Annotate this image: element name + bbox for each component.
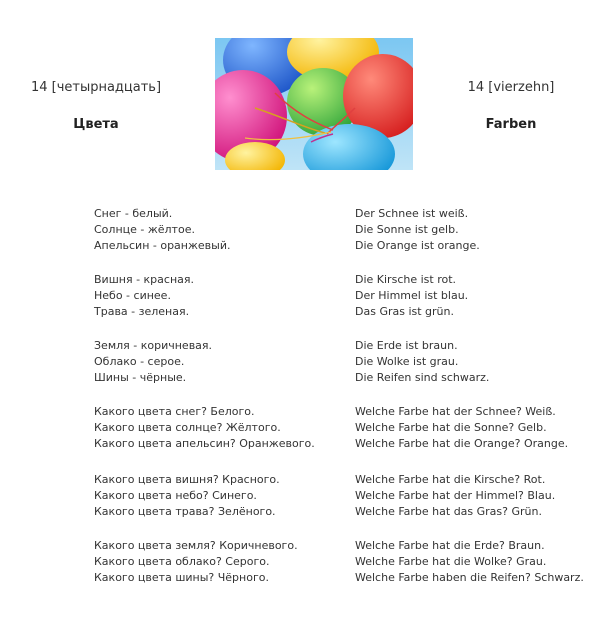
phrase-group-de-5 bbox=[355, 472, 584, 520]
phrase-group-ru-6 bbox=[94, 538, 315, 586]
phrase-de: Welche Farbe hat der Schnee? Weiß. bbox=[355, 405, 556, 418]
phrase-de: Welche Farbe hat das Gras? Grün. bbox=[355, 505, 542, 518]
phrase-de: Welche Farbe haben die Reifen? Schwarz. bbox=[355, 571, 584, 584]
phrase-ru: Какого цвета апельсин? Оранжевого. bbox=[94, 437, 315, 450]
phrase-de: Welche Farbe hat die Erde? Braun. bbox=[355, 539, 545, 552]
lesson-number-ru: 14 [четырнадцать] bbox=[30, 80, 162, 95]
phrase-ru: Трава - зеленая. bbox=[94, 305, 190, 318]
phrase-ru: Солнце - жёлтое. bbox=[94, 223, 195, 236]
phrase-group-de-2 bbox=[355, 272, 584, 320]
lesson-number-de: 14 [vierzehn] bbox=[467, 80, 555, 95]
phrase-de: Der Schnee ist weiß. bbox=[355, 207, 469, 220]
phrase-ru: Какого цвета трава? Зелёного. bbox=[94, 505, 276, 518]
phrase-de: Die Erde ist braun. bbox=[355, 339, 458, 352]
phrase-de: Die Sonne ist gelb. bbox=[355, 223, 459, 236]
phrase-ru: Шины - чёрные. bbox=[94, 371, 187, 384]
balloons-photo bbox=[215, 38, 413, 170]
phrase-group-ru-5 bbox=[94, 472, 315, 520]
phrase-de: Welche Farbe hat die Orange? Orange. bbox=[355, 437, 569, 450]
phrase-ru: Какого цвета снег? Белого. bbox=[94, 405, 255, 418]
phrase-de: Welche Farbe hat die Kirsche? Rot. bbox=[355, 473, 546, 486]
phrase-group-ru-3 bbox=[94, 338, 315, 386]
phrase-ru: Какого цвета облако? Серого. bbox=[94, 555, 270, 568]
phrase-group-de-4 bbox=[355, 404, 584, 452]
phrase-de: Welche Farbe hat der Himmel? Blau. bbox=[355, 489, 556, 502]
phrase-group-ru-2 bbox=[94, 272, 315, 320]
phrase-de: Der Himmel ist blau. bbox=[355, 289, 469, 302]
german-column bbox=[355, 206, 584, 586]
phrase-de: Welche Farbe hat die Sonne? Gelb. bbox=[355, 421, 547, 434]
phrase-group-de-1 bbox=[355, 206, 584, 254]
phrase-de: Welche Farbe hat die Wolke? Grau. bbox=[355, 555, 547, 568]
russian-column bbox=[94, 206, 315, 586]
phrase-ru: Какого цвета вишня? Красного. bbox=[94, 473, 280, 486]
balloons-icon bbox=[215, 38, 413, 170]
phrase-group-de-6 bbox=[355, 538, 584, 586]
phrase-de: Das Gras ist grün. bbox=[355, 305, 454, 318]
phrase-ru: Вишня - красная. bbox=[94, 273, 194, 286]
phrase-ru: Небо - синее. bbox=[94, 289, 171, 302]
phrase-ru: Облако - серое. bbox=[94, 355, 185, 368]
phrase-group-de-3 bbox=[355, 338, 584, 386]
phrase-group-ru-1 bbox=[94, 206, 315, 254]
phrase-ru: Какого цвета шины? Чёрного. bbox=[94, 571, 269, 584]
phrase-ru: Земля - коричневая. bbox=[94, 339, 213, 352]
phrase-de: Die Kirsche ist rot. bbox=[355, 273, 457, 286]
lesson-title-de: Farben bbox=[485, 117, 537, 132]
phrase-de: Die Reifen sind schwarz. bbox=[355, 371, 490, 384]
phrase-de: Die Wolke ist grau. bbox=[355, 355, 459, 368]
phrase-group-ru-4 bbox=[94, 404, 315, 452]
phrase-ru: Какого цвета небо? Синего. bbox=[94, 489, 257, 502]
lesson-title-ru: Цвета bbox=[73, 117, 119, 132]
phrase-de: Die Orange ist orange. bbox=[355, 239, 480, 252]
phrase-ru: Какого цвета земля? Коричневого. bbox=[94, 539, 298, 552]
phrase-ru: Какого цвета солнце? Жёлтого. bbox=[94, 421, 281, 434]
phrase-ru: Снег - белый. bbox=[94, 207, 173, 220]
phrase-ru: Апельсин - оранжевый. bbox=[94, 239, 231, 252]
